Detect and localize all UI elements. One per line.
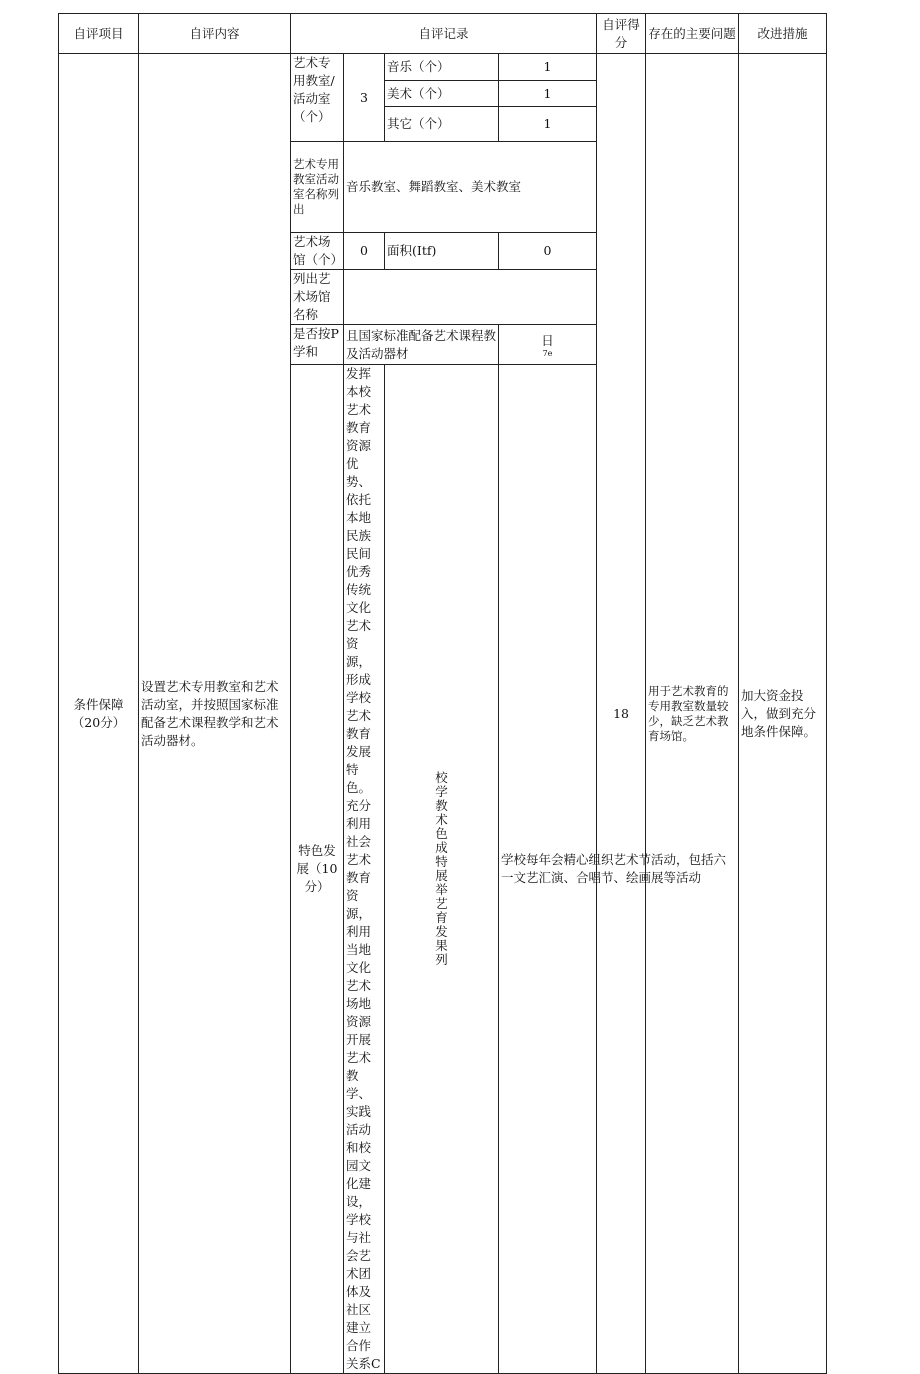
header-problems: 存在的主要问题	[646, 14, 739, 54]
list-label: 艺术专用教室活动室名称列出	[291, 142, 344, 233]
equip-label: 是否按P学和	[291, 325, 344, 365]
equip-value: 且国家标准配备艺术课程教及活动器材	[344, 325, 499, 365]
venue-label: 艺术场馆（个）	[291, 233, 344, 270]
other-count: 1	[499, 107, 597, 142]
venue-names-value	[344, 270, 597, 325]
music-count: 1	[499, 54, 597, 81]
section1-item: 条件保障（20分）	[59, 54, 139, 1374]
header-score: 自评得分	[597, 14, 646, 54]
equip-mark: 日	[541, 332, 554, 348]
music-label: 音乐（个）	[385, 54, 499, 81]
section2-value: 学校每年会精心组织艺术节活动，包括六一文艺汇演、合唱节、绘画展等活动	[499, 365, 739, 1374]
rooms-label: 艺术专用教室/活动室（个）	[291, 54, 344, 142]
area-label: 面积(Itf)	[385, 233, 499, 270]
venue-count: 0	[344, 233, 385, 270]
section1-problems: 用于艺术教育的专用教室数量较少，缺乏艺术教育场馆。	[646, 54, 739, 1374]
header-content: 自评内容	[139, 14, 291, 54]
other-label: 其它（个）	[385, 107, 499, 142]
self-evaluation-table	[58, 13, 827, 1374]
section1-measures: 加大资金投入，做到充分地条件保障。	[739, 54, 827, 1374]
header-item: 自评项目	[59, 14, 139, 54]
art-count: 1	[499, 81, 597, 107]
header-record: 自评记录	[291, 14, 597, 54]
section2-item: 特色发展（10分）	[291, 365, 344, 1374]
header-measures: 改进措施	[739, 14, 827, 54]
list-value: 音乐教室、舞蹈教室、美术教室	[344, 142, 597, 233]
table-row	[59, 54, 827, 81]
art-label: 美术（个）	[385, 81, 499, 107]
venue-names-label: 列出艺术场馆名称	[291, 270, 344, 325]
section2-content: 发挥本校艺术教育资源优势、依托本地民族民间优秀传统文化艺术资源，形成学校艺术教育发展特色。充分利用社会艺术教育资源，利用当地文化艺术场地资源开展艺术教学、实践活动和校园文化建设，学校与社会艺术团体及社区建立合作关系C	[344, 365, 385, 1374]
rooms-count: 3	[344, 54, 385, 142]
section1-score: 18	[597, 54, 646, 1374]
section2-label: 校学教术色成特展举艺育发果列	[435, 770, 448, 967]
equip-mark-cell	[499, 325, 597, 365]
equip-mark-small: 7e	[542, 348, 553, 358]
section1-content: 设置艺术专用教室和艺术活动室，并按照国家标准配备艺术课程教学和艺术活动器材。	[139, 54, 291, 1374]
header-row	[59, 14, 827, 54]
area-value: 0	[499, 233, 597, 270]
section2-label-cell	[385, 365, 499, 1374]
